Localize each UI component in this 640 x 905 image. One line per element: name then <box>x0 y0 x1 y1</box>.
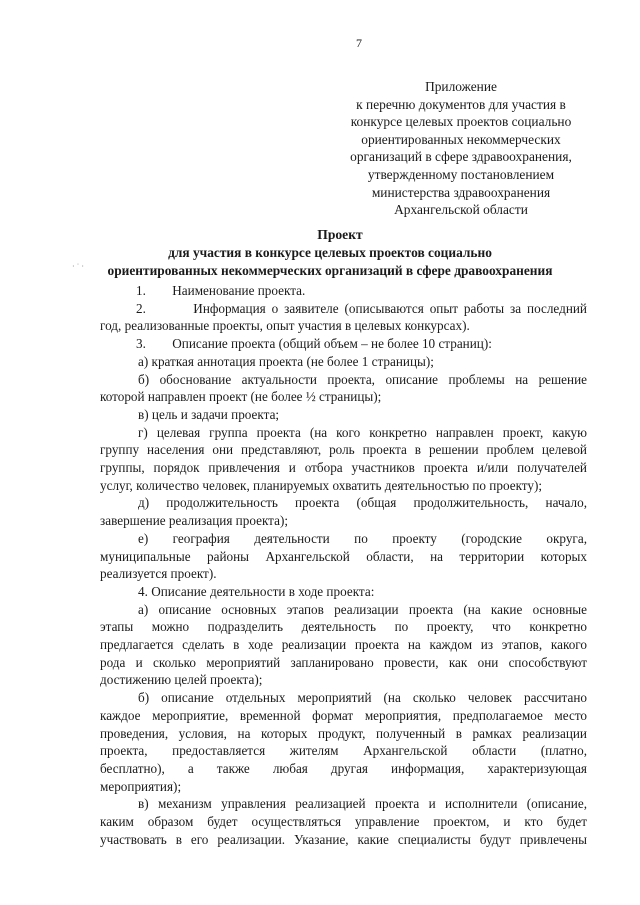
document-body <box>100 282 587 849</box>
item-project-name: 1. Наименование проекта. <box>136 283 306 298</box>
appendix-line: ориентированных некоммерческих <box>361 131 561 147</box>
document-title: Проект <box>317 227 363 242</box>
subitem-events-cont: мероприятия); <box>100 778 182 794</box>
appendix-line: утвержденному постановлением <box>367 166 555 182</box>
appendix-line: к перечню документов для участия в <box>356 96 566 112</box>
appendix-line: Приложение <box>425 79 497 94</box>
subitem-geography-cont: муниципальные районы Архангельской области, на территории которых <box>100 548 587 564</box>
subitem-stages: а) описание основных этапов реализации проекта (на какие основные <box>138 601 587 617</box>
item-applicant-info-cont: год, реализованные проекты, опыт участия в целевых конкурсах). <box>100 318 470 334</box>
subtitle-line: для участия в конкурсе целевых проектов социально <box>168 245 492 260</box>
subitem-goals: в) цель и задачи проекта; <box>138 406 280 422</box>
appendix-header <box>330 78 592 219</box>
subitem-stages-cont: этапы можно подразделить деятельность по проекту, что конкретно <box>100 619 587 635</box>
subtitle-line: ориентированных некоммерческих организаций в сфере дравоохранения <box>107 262 553 278</box>
subitem-events-cont: проведения, условия, на которых продукт, полученный в рамках реализации <box>100 725 587 741</box>
subitem-stages-cont: предлагается сделать в ходе реализации проекта на каждом из этапов, какого <box>100 637 587 653</box>
item-applicant-info: 2. Информация о заявителе (описываются опыт работы за последний <box>136 300 587 316</box>
appendix-line: министерства здравоохранения <box>371 184 551 200</box>
subitem-target-group-cont: группы, порядок привлечения и отбора участников проекта и/или получателей <box>100 460 587 476</box>
subitem-events: б) описание отдельных мероприятий (на сколько человек рассчитано <box>138 690 587 706</box>
page-number: 7 <box>356 36 362 50</box>
subitem-duration-cont: завершение реализация проекта); <box>100 513 289 529</box>
subitem-relevance: б) обоснование актуальности проекта, описание проблемы на решение <box>138 371 587 387</box>
item-project-description: 3. Описание проекта (общий объем – не более 10 страниц): <box>136 336 492 352</box>
subitem-events-cont: бесплатно), а также любая другая информация, характеризующая <box>100 760 587 776</box>
subitem-stages-cont: достижению целей проекта); <box>100 672 263 688</box>
subitem-target-group-cont: группу населения они представляют, роль проекта в решении проблем целевой <box>100 442 587 458</box>
subitem-target-group-cont: услуг, количество человек, планируемых охватить деятельностью по проекту); <box>100 477 543 493</box>
subitem-management-cont: каким образом будет осуществляться управление проектом, и кто будет <box>100 814 587 830</box>
document-subtitle <box>60 244 600 279</box>
subitem-annotation: а) краткая аннотация проекта (не более 1 страницы); <box>138 353 434 369</box>
subitem-events-cont: каждое мероприятие, временной формат мероприятия, предполагаемое место <box>100 707 587 723</box>
subitem-management-cont: участвовать в его реализации. Указание, какие специалисты будут привлечены <box>100 831 587 847</box>
item-activity-description: 4. Описание деятельности в ходе проекта: <box>138 583 375 599</box>
subitem-geography-cont: реализуется проект). <box>100 566 217 582</box>
subitem-management: в) механизм управления реализацией проекта и исполнители (описание, <box>138 796 587 812</box>
subitem-events-cont: проекта, предоставляется жителям Архангельской области (платно, <box>100 743 587 759</box>
subitem-duration: д) продолжительность проекта (общая продолжительность, начало, <box>138 495 587 511</box>
subitem-relevance-cont: которой направлен проект (не более ½ страницы); <box>100 389 382 405</box>
appendix-line: конкурсе целевых проектов социально <box>350 114 572 130</box>
appendix-line: Архангельской области <box>394 202 528 218</box>
subitem-geography: е) география деятельности по проекту (городские округа, <box>138 530 587 546</box>
appendix-line: организаций в сфере здравоохранения, <box>350 149 572 165</box>
subitem-stages-cont: рода и сколько мероприятий запланировано провести, как они способствуют <box>100 654 587 670</box>
subitem-target-group: г) целевая группа проекта (на кого конкретно направлен проект, какую <box>138 424 587 440</box>
scan-artifact: · ˙ · <box>72 262 84 271</box>
